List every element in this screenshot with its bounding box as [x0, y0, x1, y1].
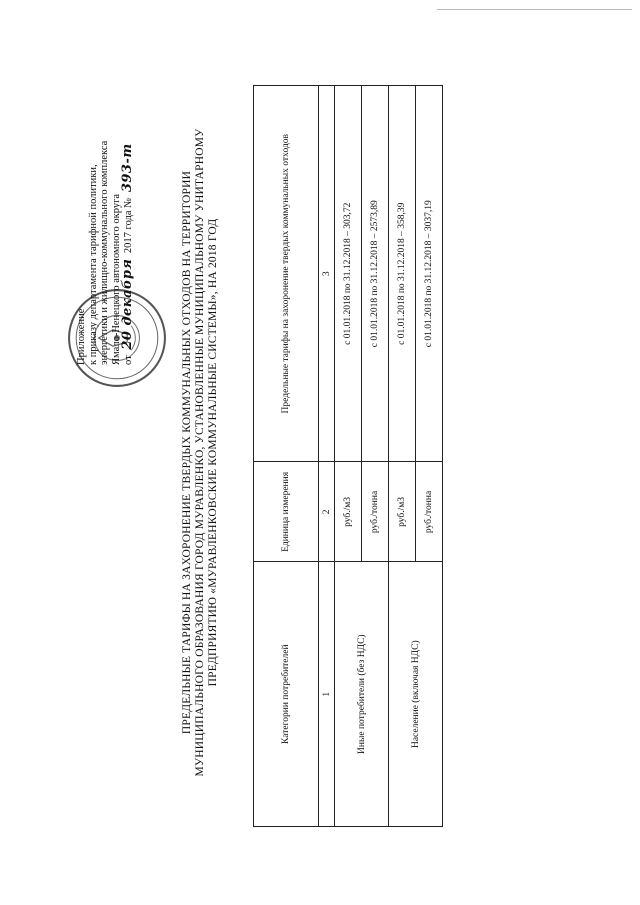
table-row: [335, 86, 362, 827]
category-cell: Население (включая НДС): [389, 562, 443, 827]
category-cell: Иные потребители (без НДС): [335, 562, 389, 827]
handwritten-order-number: 393-т: [120, 143, 135, 193]
appendix-line-1: Приложение: [76, 308, 87, 365]
handwritten-date: 20 декабря: [120, 258, 135, 350]
column-number-1: 1: [319, 562, 335, 827]
title-line-3: ПРЕДПРИЯТИЮ «МУРАВЛЕНКОВСКИЕ КОММУНАЛЬНЫЕ СИСТЕМЫ», НА 2018 ГОД: [207, 218, 219, 687]
document-title: [181, 40, 220, 865]
column-number-3: 3: [319, 86, 335, 462]
tariff-cell: с 01.01.2018 по 31.12.2018 – 358,39: [389, 86, 416, 462]
appendix-year-suffix: 2017 года №: [123, 197, 134, 254]
tariff-cell: с 01.01.2018 по 31.12.2018 – 3037,19: [416, 86, 443, 462]
appendix-block: [76, 25, 135, 365]
tariff-table: [253, 85, 443, 827]
title-line-1: ПРЕДЕЛЬНЫЕ ТАРИФЫ НА ЗАХОРОНЕНИЕ ТВЕРДЫХ КОММУНАЛЬНЫХ ОТХОДОВ НА ТЕРРИТОРИИ: [181, 170, 193, 735]
table-number-row: [319, 86, 335, 827]
header-tariff: Предельные тарифы на захоронение твердых коммунальных отходов: [254, 86, 319, 462]
unit-cell: руб./тонна: [416, 462, 443, 562]
header-unit: Единица измерения: [254, 462, 319, 562]
table-row: [389, 86, 416, 827]
appendix-line-3: энергетики и жилищно-коммунального комплекса: [99, 140, 110, 365]
unit-cell: руб./м3: [335, 462, 362, 562]
column-number-2: 2: [319, 462, 335, 562]
header-category: Категории потребителей: [254, 562, 319, 827]
unit-cell: руб./тонна: [362, 462, 389, 562]
tariff-cell: с 01.01.2018 по 31.12.2018 – 303,72: [335, 86, 362, 462]
appendix-line-2: к приказу департамента тарифной политики,: [87, 164, 99, 365]
appendix-line-4: Ямало-Ненецкого автономного округа: [110, 193, 122, 365]
title-line-2: МУНИЦИПАЛЬНОГО ОБРАЗОВАНИЯ ГОРОД МУРАВЛЕНКО, УСТАНОВЛЕННЫЕ МУНИЦИПАЛЬНОМУ УНИТАРНОМУ: [194, 128, 206, 777]
unit-cell: руб./м3: [389, 462, 416, 562]
appendix-line-5: [122, 25, 135, 365]
appendix-date-prefix: от: [123, 355, 134, 365]
tariff-cell: с 01.01.2018 по 31.12.2018 – 2573,89: [362, 86, 389, 462]
table-header-row: [254, 86, 319, 827]
